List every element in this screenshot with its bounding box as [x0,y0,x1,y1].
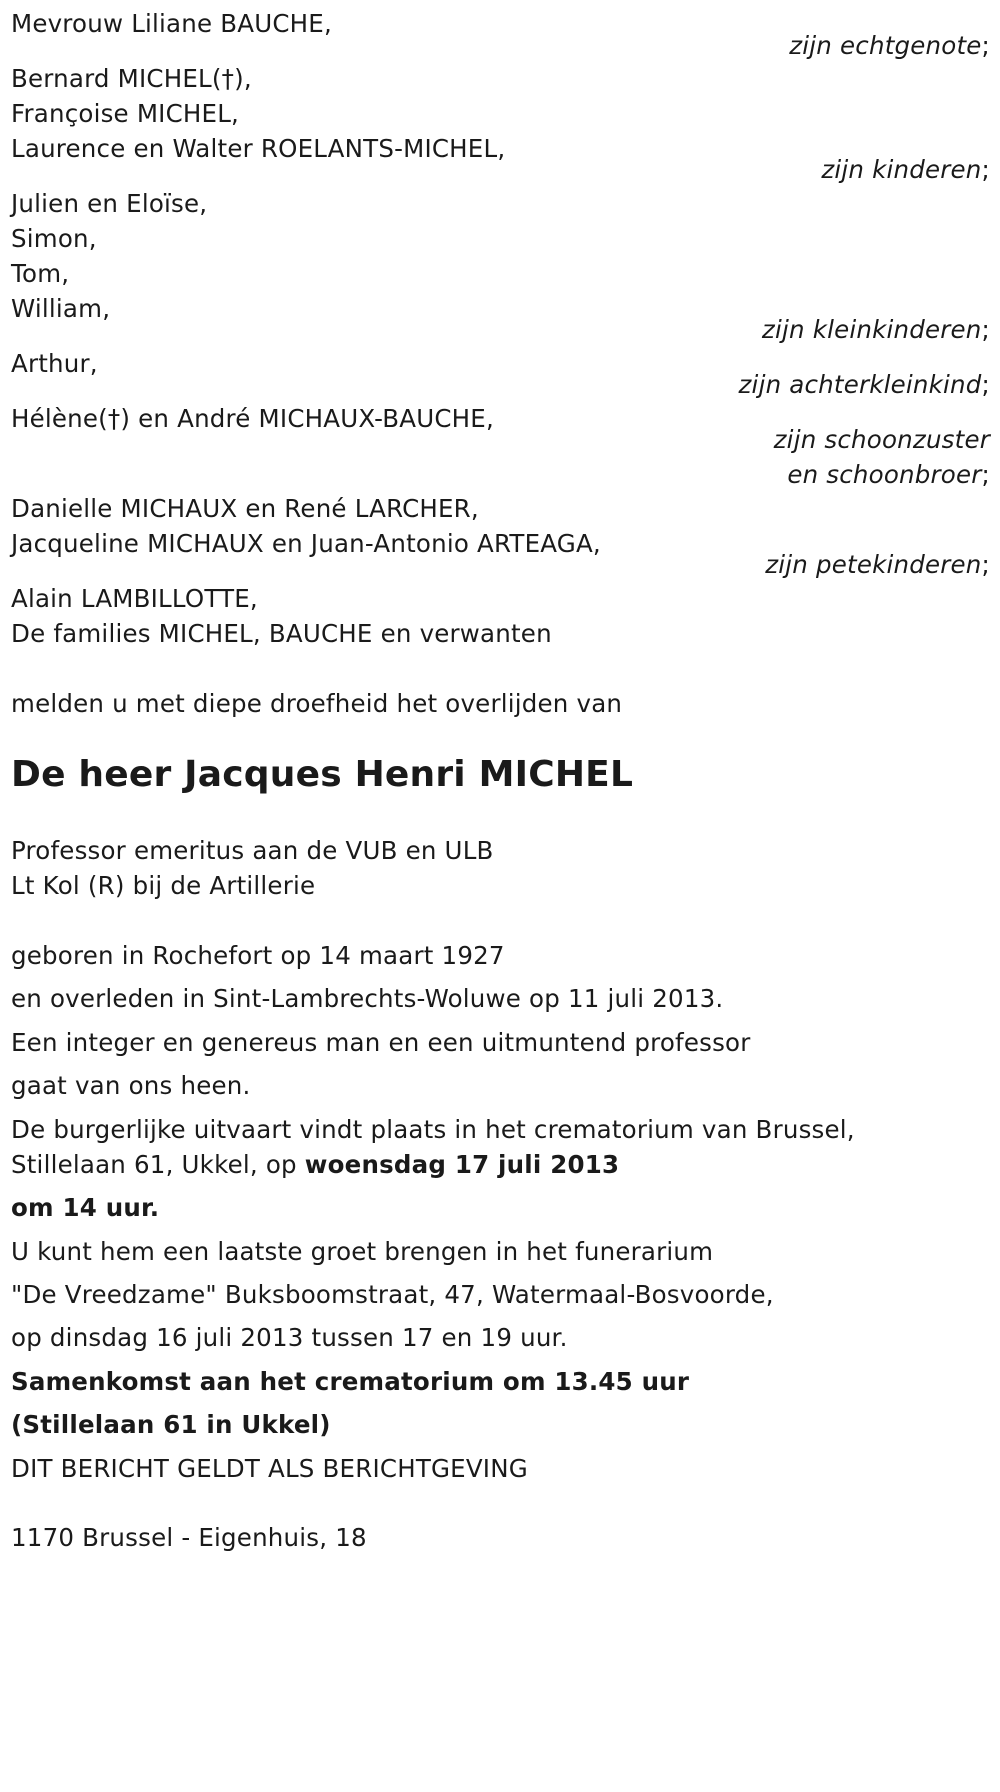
ceremony-location: Stillelaan 61, Ukkel, op [11,1150,305,1179]
children-role-sep: ; [981,155,990,184]
godchildren-role [765,550,990,579]
godchild-name: Danielle MICHAUX en René LARCHER, [11,494,479,523]
ceremony-date: woensdag 17 juli 2013 [304,1150,620,1179]
tribute-line: gaat van ons heen. [11,1071,251,1100]
ceremony-line: De burgerlijke uitvaart vindt plaats in het crematorium van Brussel, [11,1115,855,1144]
children-role [821,155,990,184]
other-relative: De families MICHEL, BAUCHE en verwanten [11,619,552,648]
address: 1170 Brussel - Eigenhuis, 18 [11,1523,367,1552]
in-laws-role-line2 [787,460,990,489]
ceremony-time: om 14 uur. [11,1193,160,1222]
in-laws-role-sep: ; [981,460,990,489]
deceased-name: De heer Jacques Henri MICHEL [11,754,634,795]
godchildren-role-sep: ; [981,550,990,579]
in-law-name: Hélène(†) en André MICHAUX-BAUCHE, [11,404,494,433]
in-laws-role-text: en schoonbroer [787,460,982,489]
visit-line: op dinsdag 16 juli 2013 tussen 17 en 19 uur. [11,1323,568,1352]
grandchild-name: Simon, [11,224,97,253]
grandchildren-role-sep: ; [981,315,990,344]
notice-line: DIT BERICHT GELDT ALS BERICHTGEVING [11,1454,528,1483]
great-grandchild-role-text: zijn achterkleinkind [738,370,982,399]
announcement-intro: melden u met diepe droefheid het overlijden van [11,689,623,718]
grandchild-name: Julien en Eloïse, [11,189,208,218]
in-laws-role-line1: zijn schoonzuster [773,425,990,454]
grandchild-name: William, [11,294,111,323]
deceased-title: Professor emeritus aan de VUB en ULB [11,836,494,865]
great-grandchild-name: Arthur, [11,349,98,378]
visit-line: "De Vreedzame" Buksboomstraat, 47, Watermaal-Bosvoorde, [11,1280,774,1309]
spouse-role-sep: ; [981,31,990,60]
grandchildren-role [761,315,990,344]
great-grandchild-role-sep: ; [981,370,990,399]
tribute-line: Een integer en genereus man en een uitmuntend professor [11,1028,751,1057]
gathering-location: (Stillelaan 61 in Ukkel) [11,1410,331,1439]
godchild-name: Jacqueline MICHAUX en Juan-Antonio ARTEAGA, [11,529,601,558]
spouse-role-text: zijn echtgenote [789,31,982,60]
spouse-role [789,31,990,60]
child-name: Laurence en Walter ROELANTS-MICHEL, [11,134,506,163]
ceremony-line [11,1150,620,1179]
other-relative: Alain LAMBILLOTTE, [11,584,258,613]
died-line: en overleden in Sint-Lambrechts-Woluwe op 11 juli 2013. [11,984,724,1013]
born-line: geboren in Rochefort op 14 maart 1927 [11,941,505,970]
grandchild-name: Tom, [11,259,70,288]
grandchildren-role-text: zijn kleinkinderen [761,315,982,344]
child-name: Bernard MICHEL(†), [11,64,252,93]
gathering-line: Samenkomst aan het crematorium om 13.45 uur [11,1367,690,1396]
spouse-name: Mevrouw Liliane BAUCHE, [11,9,332,38]
great-grandchild-role [738,370,991,399]
godchildren-role-text: zijn petekinderen [765,550,982,579]
child-name: Françoise MICHEL, [11,99,240,128]
deceased-title: Lt Kol (R) bij de Artillerie [11,871,316,900]
visit-line: U kunt hem een laatste groet brengen in het funerarium [11,1237,714,1266]
children-role-text: zijn kinderen [821,155,982,184]
